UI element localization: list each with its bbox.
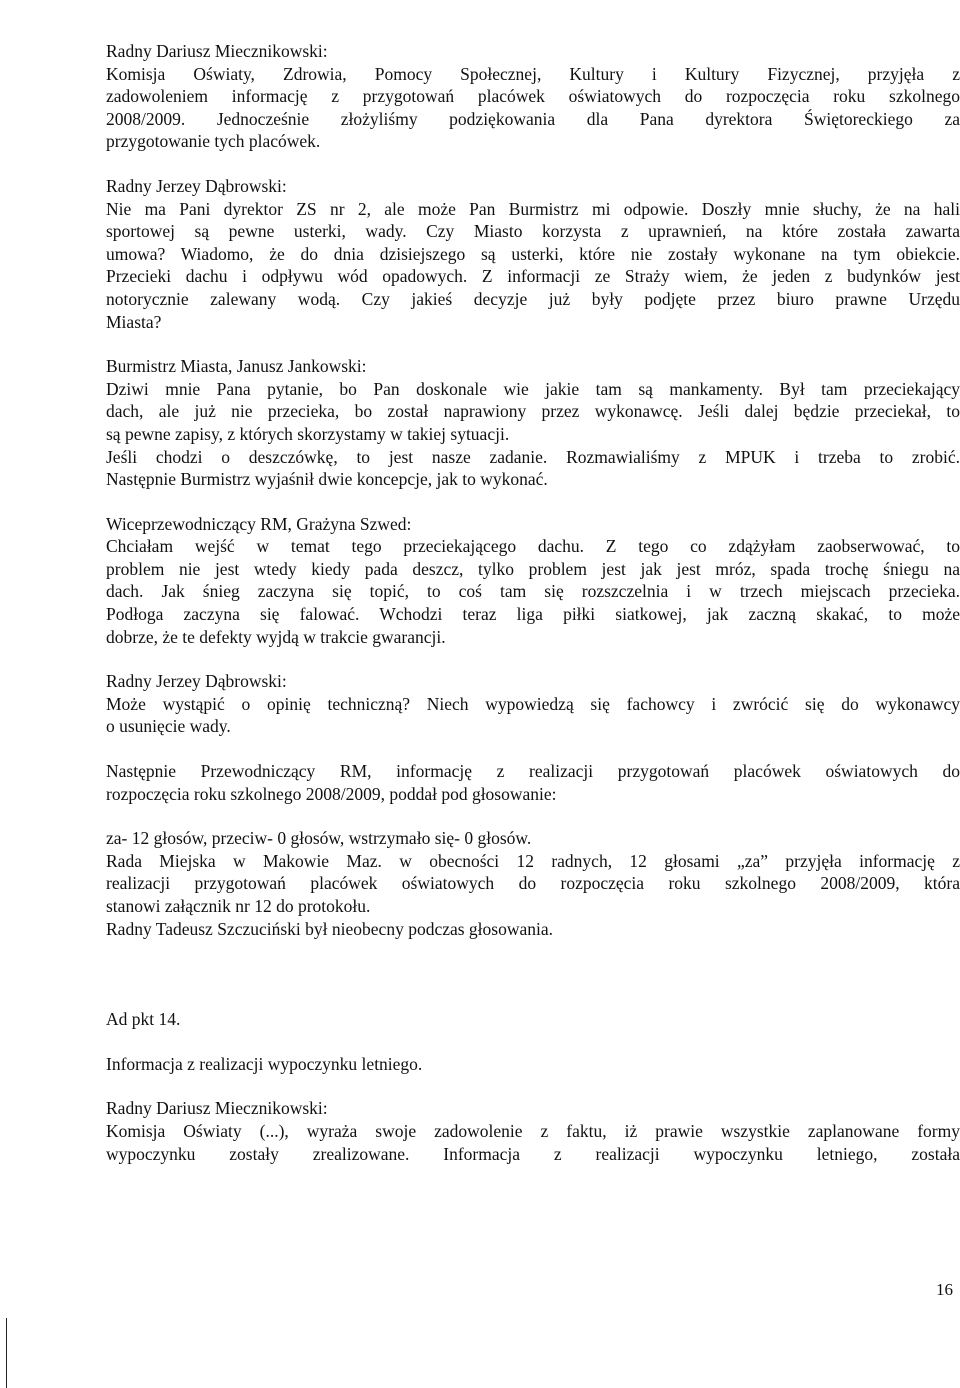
text-line: zadowoleniem informację z przygotowań placówek oświatowych do rozpoczęcia roku szkolnego [106,86,960,107]
speaker-name: Radny Dariusz Miecznikowski: [106,1098,328,1119]
speaker-name: Wiceprzewodniczący RM, Grażyna Szwed: [106,513,412,534]
text-line: Rada Miejska w Makowie Maz. w obecności 12 radnych, 12 głosami „za” przyjęła informację z [106,850,960,871]
statement-miecznikowski-1 [106,40,960,153]
agenda-point: Ad pkt 14. [106,1009,181,1030]
text-line: Radny Tadeusz Szczuciński był nieobecny podczas głosowania. [106,918,554,939]
text-line: Następnie Burmistrz wyjaśnił dwie koncepcje, jak to wykonać. [106,469,548,490]
section-title [106,1053,960,1076]
text-line: dobrze, że te defekty wyjdą w trakcie gwarancji. [106,626,446,647]
text-line: Nie ma Pani dyrektor ZS nr 2, ale może Pan Burmistrz mi odpowie. Doszły mnie słuchy, że na hali [106,198,960,219]
statement-dabrowski-1 [106,175,960,333]
text-line: Podłoga zaczyna się falować. Wchodzi teraz liga piłki siatkowej, jak zaczną skakać, to może [106,604,960,625]
text-line: dach. Jak śnieg zaczyna się topić, to coś tam się rozszczelnia i w trzech miejscach przecieka. [106,581,960,602]
text-line: dach, ale już nie przecieka, bo został naprawiony przez wykonawcę. Jeśli dalej będzie przeciekał, to [106,401,960,422]
speaker-name: Radny Jerzey Dąbrowski: [106,175,287,196]
text-line: przygotowanie tych placówek. [106,131,321,152]
text-line: problem nie jest wtedy kiedy pada deszcz, tylko problem jest jak jest mróz, spada trochę śniegu na [106,558,960,579]
speaker-name: Radny Jerzey Dąbrowski: [106,671,287,692]
statement-szwed [106,513,960,649]
text-line: sportowej są pewne usterki, wady. Czy Miasto korzysta z uprawnień, na które została zawarta [106,221,960,242]
statement-miecznikowski-2 [106,1097,960,1165]
agenda-title: Informacja z realizacji wypoczynku letniego. [106,1053,423,1074]
margin-rule [6,1318,7,1388]
text-line: rozpoczęcia roku szkolnego 2008/2009, poddał pod głosowanie: [106,783,557,804]
text-line: Chciałam wejść w temat tego przeciekającego dachu. Z tego co zdążyłam zaobserwować, to [106,536,960,557]
text-line: są pewne zapisy, z których skorzystamy w takiej sytuacji. [106,423,510,444]
vote-announcement [106,760,960,805]
section-heading [106,1008,960,1031]
text-line: o usunięcie wady. [106,716,231,737]
vote-result [106,827,960,940]
text-line: Następnie Przewodniczący RM, informację z realizacji przygotowań placówek oświatowych do [106,761,960,782]
speaker-name: Radny Dariusz Miecznikowski: [106,41,328,61]
text-line: Jeśli chodzi o deszczówkę, to jest nasze zadanie. Rozmawialiśmy z MPUK i trzeba to zrobić. [106,446,960,467]
text-line: realizacji przygotowań placówek oświatowych do rozpoczęcia roku szkolnego 2008/2009, która [106,873,960,894]
text-line: notorycznie zalewany wodą. Czy jakieś decyzje już były podjęte przez biuro prawne Urzędu [106,288,960,309]
statement-burmistrz [106,355,960,491]
statement-dabrowski-2 [106,670,960,738]
page-number: 16 [936,1280,953,1299]
text-line: Komisja Oświaty, Zdrowia, Pomocy Społecznej, Kultury i Kultury Fizycznej, przyjęła z [106,63,960,84]
document-body [106,40,960,1165]
text-line: Miasta? [106,311,162,332]
speaker-name: Burmistrz Miasta, Janusz Jankowski: [106,356,367,377]
text-line: stanowi załącznik nr 12 do protokołu. [106,896,371,916]
text-line: Komisja Oświaty (...), wyraża swoje zadowolenie z faktu, iż prawie wszystkie zaplanowane formy [106,1120,960,1141]
text-line: Dziwi mnie Pana pytanie, bo Pan doskonale wie jakie tam są mankamenty. Był tam przeciekający [106,378,960,399]
text-line: Może wystąpić o opinię techniczną? Niech wypowiedzą się fachowcy i zwrócić się do wykonawcy [106,693,960,714]
text-line: wypoczynku zostały zrealizowane. Informacja z realizacji wypoczynku letniego, została [106,1143,960,1164]
text-line: umowa? Wiadomo, że do dnia dzisiejszego są usterki, które nie zostały wykonane na tym obiekcie. [106,243,960,264]
text-line: 2008/2009. Jednocześnie złożyliśmy podziękowania dla Pana dyrektora Świętoreckiego za [106,108,960,129]
vote-count: za- 12 głosów, przeciw- 0 głosów, wstrzymało się- 0 głosów. [106,828,532,849]
text-line: Przecieki dachu i odpływu wód opadowych. Z informacji ze Straży wiem, że jeden z budynków jest [106,266,960,287]
